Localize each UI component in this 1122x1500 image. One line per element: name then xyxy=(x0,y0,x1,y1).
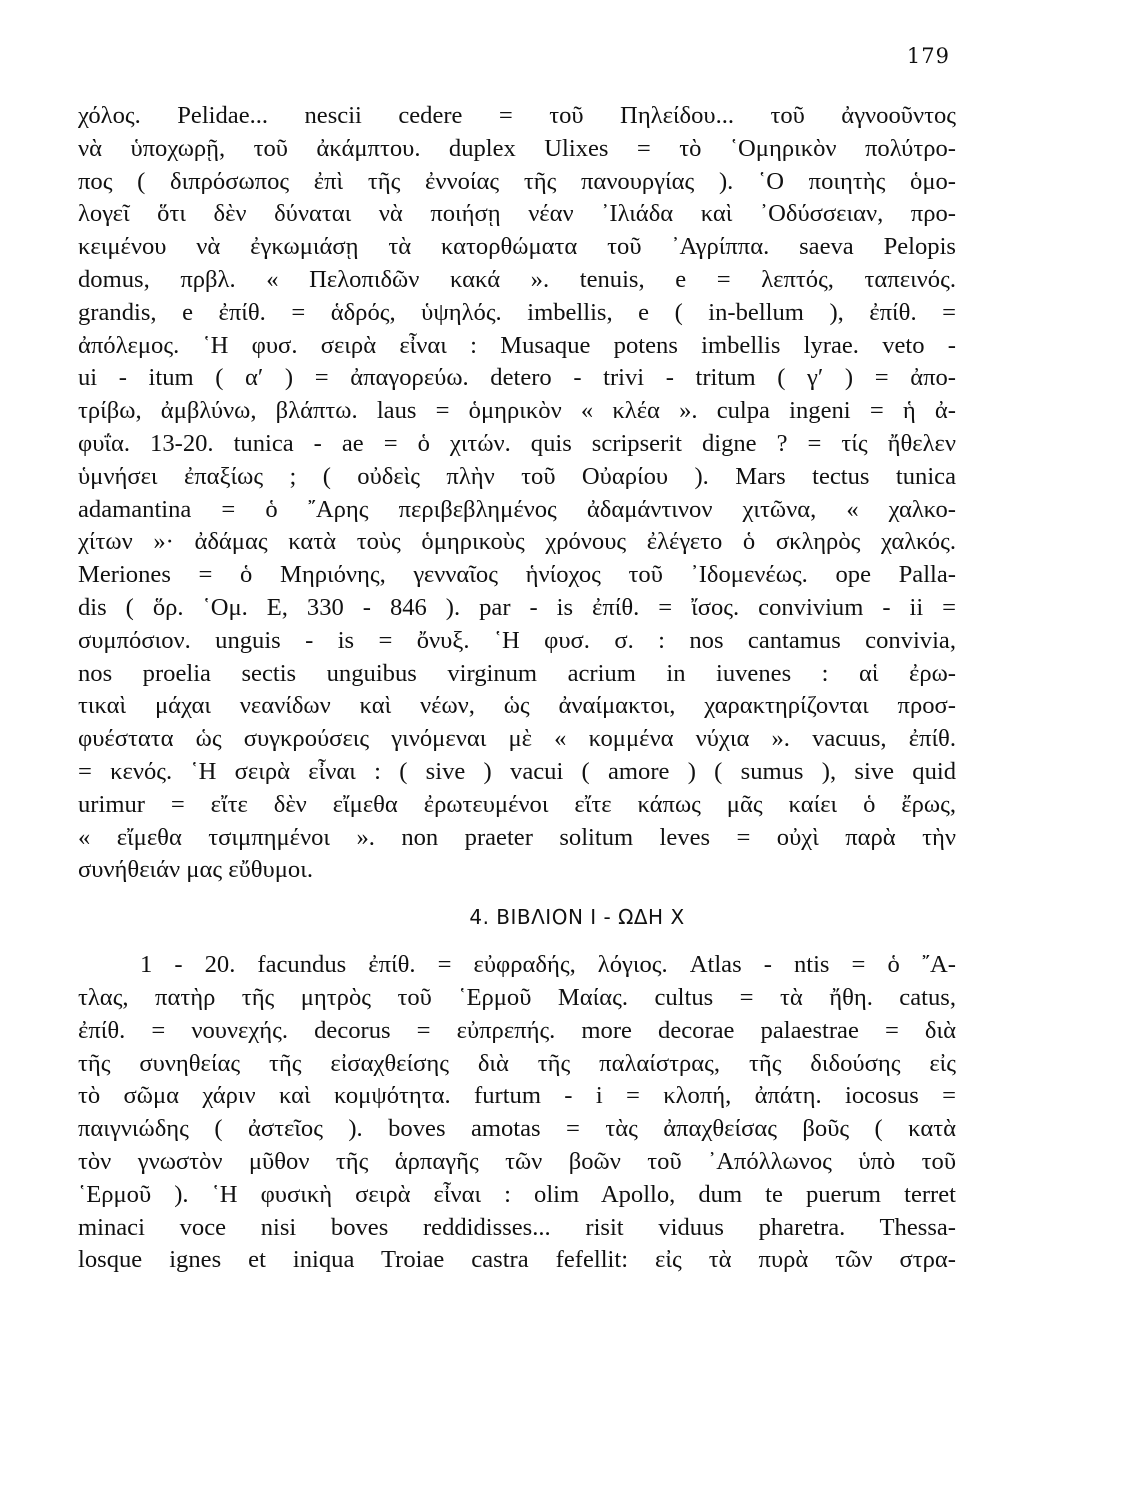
text-line: Meriones = ὁ Μηριόνης, γενναῖος ἡνίοχος τοῦ ᾿Ιδομενέως. ope Palla- xyxy=(78,561,956,589)
text-line: φυΐα. 13-20. tunica - ae = ὁ χιτών. quis scripserit digne ? = τίς ἤθελεν xyxy=(78,429,956,457)
text-line-first: 1 - 20. facundus ἐπίθ. = εὐφραδής, λόγιος. Atlas - ntis = ὁ ῎Α- xyxy=(140,951,956,979)
text-line: dis ( ὅρ. ῾Ομ. Ε, 330 - 846 ). par - is ἐπίθ. = ἴσος. convivium - ii = xyxy=(78,593,956,621)
text-line: τῆς συνηθείας τῆς εἰσαχθείσης διὰ τῆς παλαίστρας, τῆς διδούσης εἰς xyxy=(78,1049,956,1077)
commentary-section-2 xyxy=(78,949,956,1277)
text-line: πος ( διπρόσωπος ἐπὶ τῆς ἐννοίας τῆς πανουργίας ). ῾Ο ποιητὴς ὁμο- xyxy=(78,167,956,195)
text-line: urimur = εἴτε δὲν εἴμεθα ἐρωτευμένοι εἴτε κάπως μᾶς καίει ὁ ἔρως, xyxy=(78,790,956,818)
text-line-last: συνήθειάν μας εὔθυμοι. xyxy=(78,856,313,884)
text-line: λογεῖ ὅτι δὲν δύναται νὰ ποιήσῃ νέαν ᾿Ιλιάδα καὶ ᾿Οδύσσειαν, προ- xyxy=(78,200,956,228)
text-line: ὑμνήσει ἐπαξίως ; ( οὐδεὶς πλὴν τοῦ Οὐαρίου ). Mars tectus tunica xyxy=(78,462,956,490)
text-line: = κενός. ῾Η σειρὰ εἶναι : ( sive ) vacui ( amore ) ( sumus ), sive quid xyxy=(78,757,956,785)
text-line: adamantina = ὁ ῎Αρης περιβεβλημένος ἀδαμάντινον χιτῶνα, « χαλκο- xyxy=(78,495,956,523)
text-line: τικαὶ μάχαι νεανίδων καὶ νέων, ὡς ἀναίμακτοι, χαρακτηρίζονται προσ- xyxy=(78,692,956,720)
text-line: χόλος. Pelidae... nescii cedere = τοῦ Πηλείδου... τοῦ ἀγνοοῦντος xyxy=(78,102,956,129)
text-line: grandis, e ἐπίθ. = ἁδρός, ὑψηλός. imbellis, e ( in-bellum ), ἐπίθ. = xyxy=(78,298,956,326)
text-line: τὸν γνωστὸν μῦθον τῆς ἁρπαγῆς τῶν βοῶν τοῦ ᾿Απόλλωνος ὑπὸ τοῦ xyxy=(78,1147,956,1175)
text-line: ἀπόλεμος. ῾Η φυσ. σειρὰ εἶναι : Musaque potens imbellis lyrae. veto - xyxy=(78,331,956,359)
text-line: συμπόσιον. unguis - is = ὄνυξ. ῾Η φυσ. σ. : nos cantamus convivia, xyxy=(78,626,956,654)
text-line: νὰ ὑποχωρῇ, τοῦ ἀκάμπτου. duplex Ulixes = τὸ ῾Ομηρικὸν πολύτρο- xyxy=(78,134,956,162)
text-line: « εἴμεθα τσιμπημένοι ». non praeter solitum leves = οὐχὶ παρὰ τὴν xyxy=(78,823,956,851)
text-line: τὸ σῶμα χάριν καὶ κομψότητα. furtum - i = κλοπή, ἀπάτη. iocosus = xyxy=(78,1082,956,1110)
body-text xyxy=(78,100,956,1277)
text-line: ui - itum ( α′ ) = ἀπαγορεύω. detero - trivi - tritum ( γ′ ) = ἀπο- xyxy=(78,364,956,392)
text-line: τρίβω, ἀμβλύνω, βλάπτω. laus = ὁμηρικὸν « κλέα ». culpa ingeni = ἡ ἀ- xyxy=(78,397,956,425)
text-line: παιγνιώδης ( ἀστεῖος ). boves amotas = τὰς ἀπαχθείσας βοῦς ( κατὰ xyxy=(78,1115,956,1143)
text-line: χίτων »· ἀδάμας κατὰ τοὺς ὁμηρικοὺς χρόνους ἐλέγετο ὁ σκληρὸς χαλκός. xyxy=(78,528,956,556)
text-line: minaci voce nisi boves reddidisses... risit viduus pharetra. Thessa- xyxy=(78,1213,956,1241)
commentary-section-1 xyxy=(78,100,956,887)
section-heading: 4. ΒΙΒΛΙΟΝ I - ΩΔΗ X xyxy=(469,905,685,930)
text-line: nos proelia sectis unguibus virginum acrium in iuvenes : αἱ ἐρω- xyxy=(78,659,956,687)
text-line: losque ignes et iniqua Troiae castra fefellit: εἰς τὰ πυρὰ τῶν στρα- xyxy=(78,1246,956,1274)
text-line: φυέστατα ὡς συγκρούσεις γινόμεναι μὲ « κομμένα νύχια ». vacuus, ἐπίθ. xyxy=(78,725,956,753)
text-line: κειμένου νὰ ἐγκωμιάσῃ τὰ κατορθώματα τοῦ ᾿Αγρίππα. saeva Pelopis xyxy=(78,233,956,261)
text-line: ἐπίθ. = νουνεχής. decorus = εὐπρεπής. more decorae palaestrae = διὰ xyxy=(78,1016,956,1044)
text-line: domus, πρβλ. « Πελοπιδῶν κακά ». tenuis, e = λεπτός, ταπεινός. xyxy=(78,265,956,293)
text-line: ῾Ερμοῦ ). ῾Η φυσικὴ σειρὰ εἶναι : olim Apollo, dum te puerum terret xyxy=(78,1180,956,1208)
page-number: 179 xyxy=(906,44,950,68)
text-line: τλας, πατὴρ τῆς μητρὸς τοῦ ῾Ερμοῦ Μαίας. cultus = τὰ ἤθη. catus, xyxy=(78,983,956,1011)
